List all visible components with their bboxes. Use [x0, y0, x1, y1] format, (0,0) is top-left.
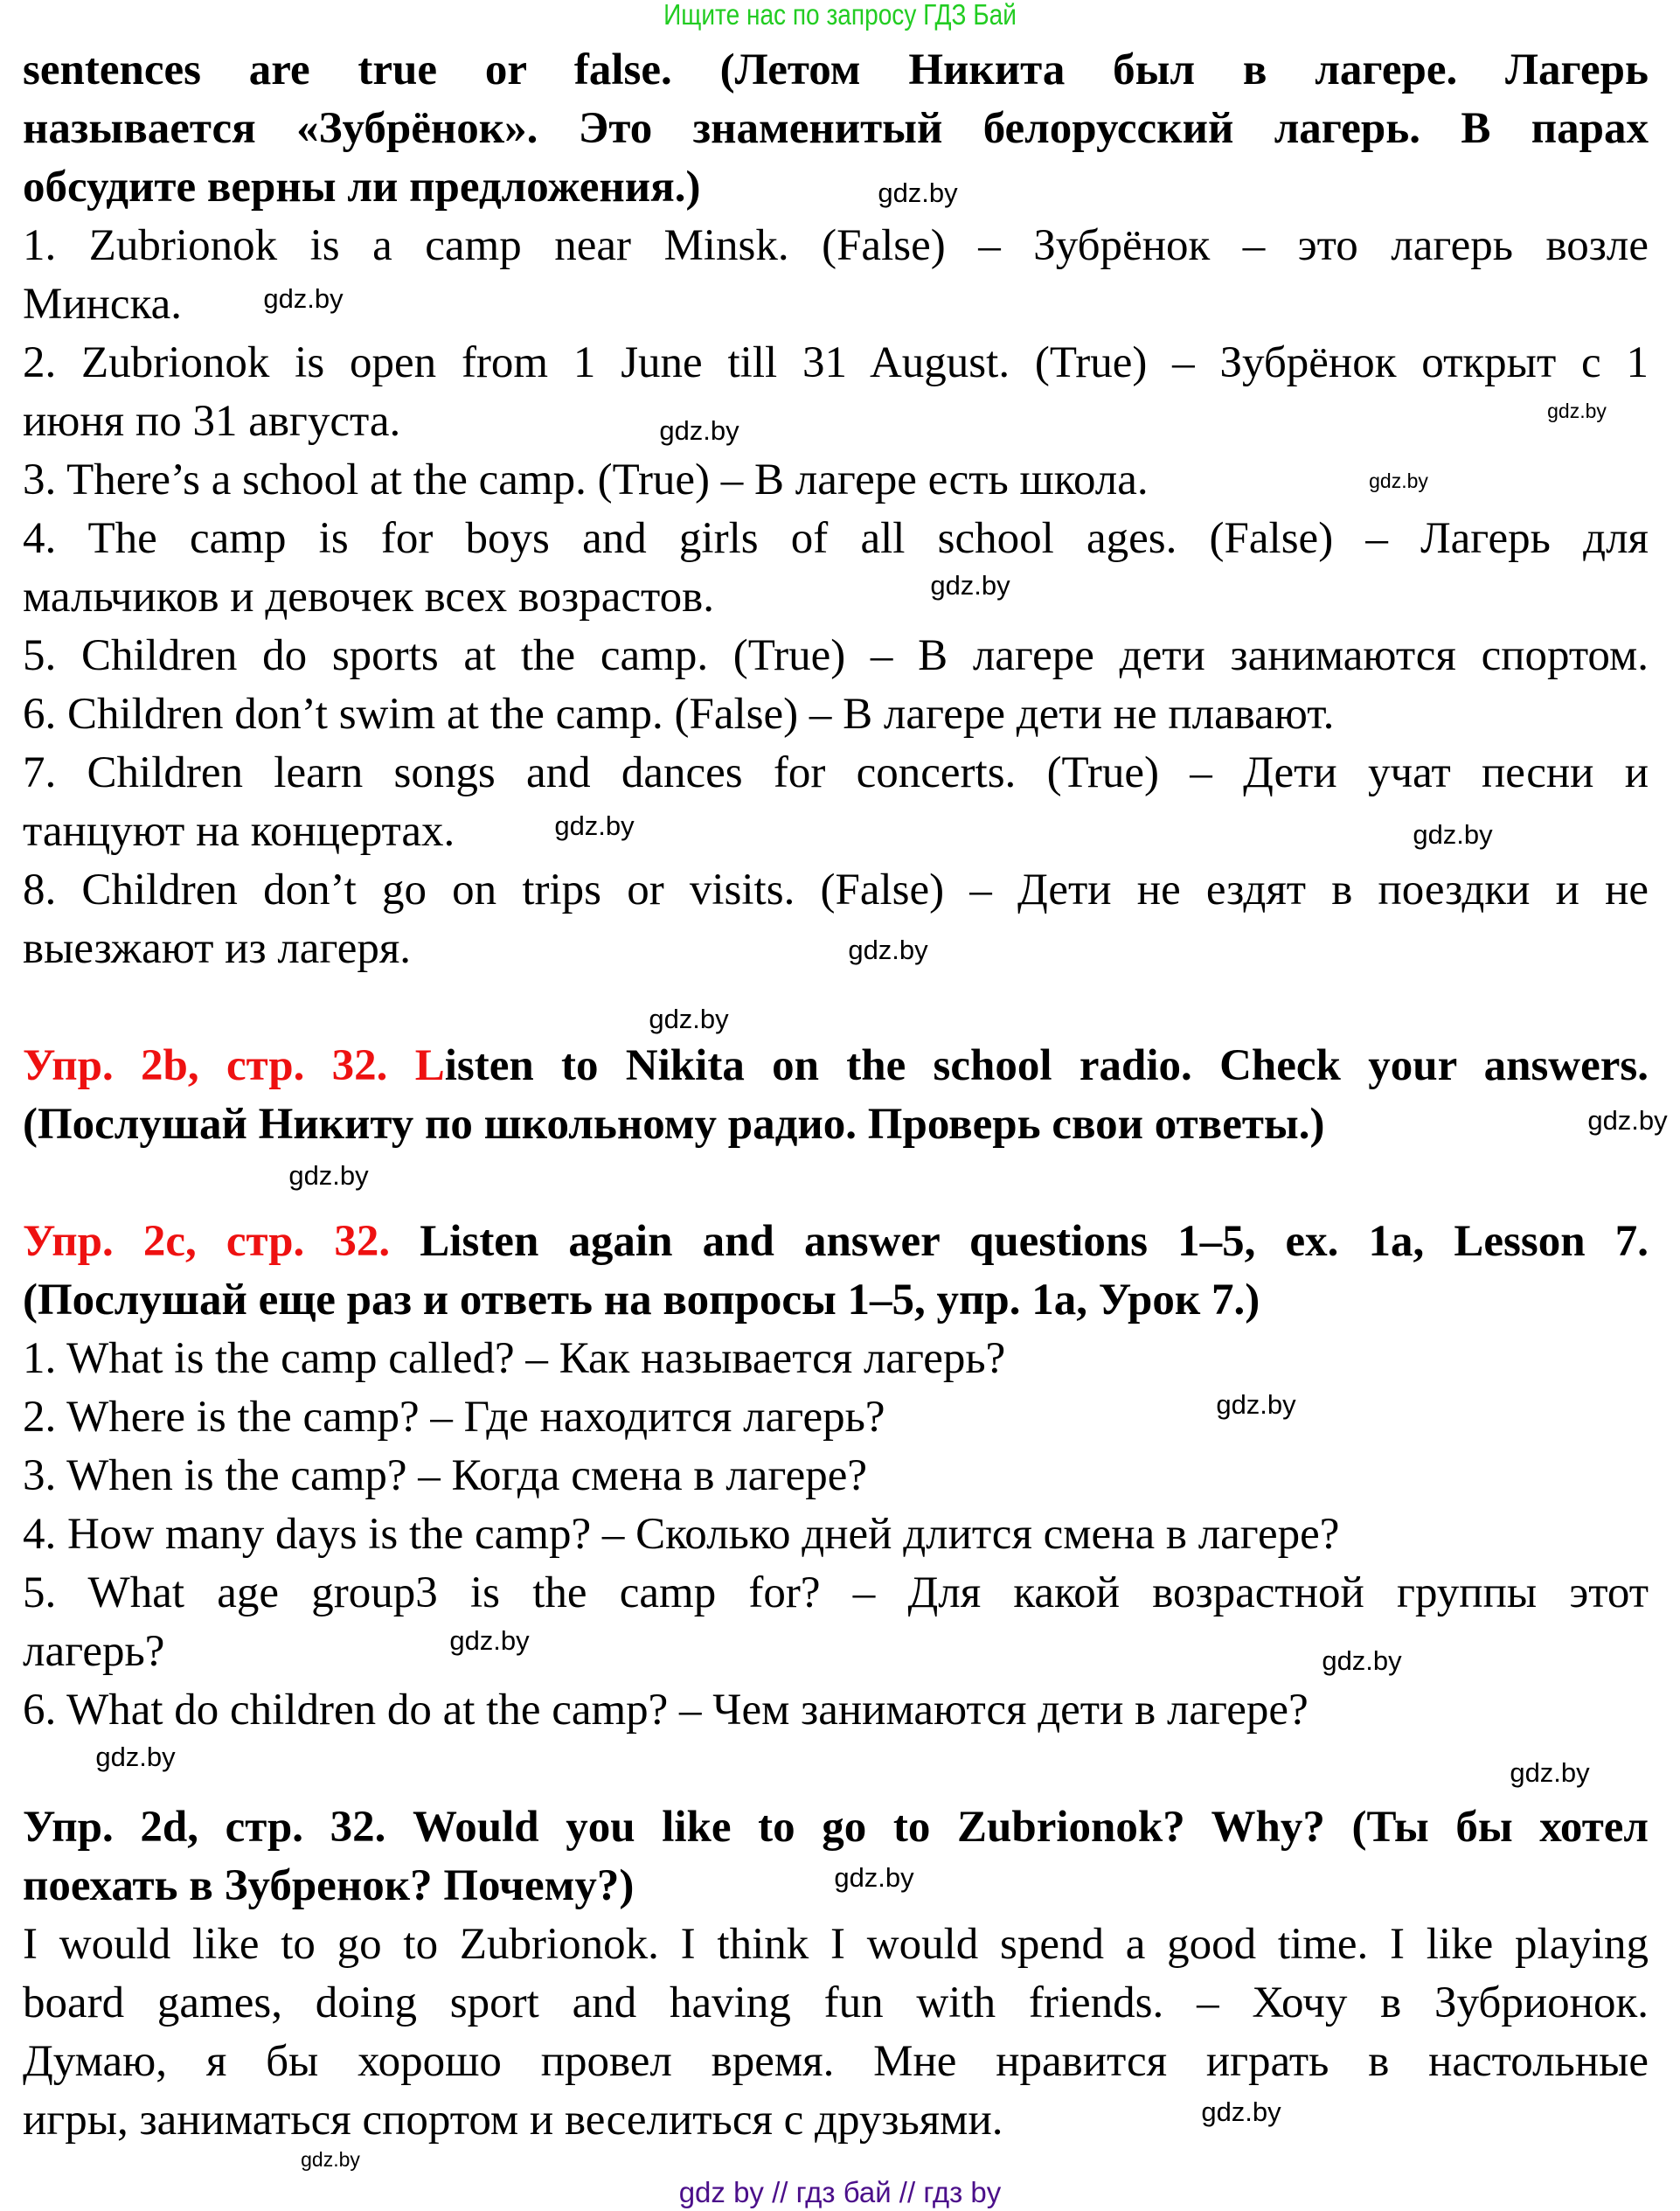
- line-content: [23, 1916, 1649, 1974]
- line-content: [23, 2091, 1003, 2150]
- line-content: [23, 334, 1649, 393]
- line-content: [23, 100, 1649, 158]
- text-line: [23, 1154, 1649, 1213]
- line-content: [23, 1213, 1649, 1271]
- text-line: [23, 1330, 1649, 1388]
- text-line: [23, 1681, 1649, 1740]
- text-line: [23, 861, 1649, 920]
- text-line: [23, 2033, 1649, 2091]
- watermark: gdz.by: [1201, 2096, 1281, 2127]
- text-line: [23, 685, 1649, 744]
- line-text: 4. How many days is the camp? – Сколько дней длится смена в лагере?: [23, 1510, 1340, 1559]
- line-content: [23, 1740, 34, 1798]
- text-line: [23, 393, 1649, 451]
- heading-line: [23, 41, 1649, 100]
- line-content: [23, 1681, 1309, 1740]
- line-text: 5. What age group3 is the camp for? – Для какой возрастной группы этот: [23, 1568, 1649, 1617]
- line-text: обсудите верны ли предложения.): [23, 163, 701, 212]
- line-content: [23, 978, 34, 1037]
- line-content: [23, 393, 400, 451]
- line-text: 2. Zubrionok is open from 1 June till 31 August. (True) – Зубрёнок открыт с 1: [23, 338, 1649, 387]
- exercise-label: Упр. 2b, стр. 32. L: [23, 1041, 445, 1090]
- line-text: июня по 31 августа.: [23, 397, 401, 446]
- watermark: gdz.by: [1216, 1389, 1296, 1420]
- line-content: [23, 158, 701, 217]
- line-content: [23, 1037, 1649, 1095]
- line-text: 7. Children learn songs and dances for concerts. (True) – Дети учат песни и: [23, 748, 1649, 797]
- line-content: [23, 510, 1649, 568]
- line-content: [23, 568, 714, 627]
- text-line: [23, 744, 1649, 803]
- heading-line: [23, 1095, 1649, 1154]
- line-content: [23, 1857, 634, 1916]
- line-content: [23, 627, 1649, 685]
- line-content: [23, 1388, 885, 1447]
- watermark: gdz.by: [301, 2148, 360, 2171]
- line-content: [23, 1623, 164, 1681]
- heading-line: [23, 158, 1649, 217]
- line-text: (Послушай Никиту по школьному радио. Проверь свои ответы.): [23, 1100, 1325, 1149]
- line-content: [23, 1505, 1339, 1564]
- line-text: 4. The camp is for boys and girls of all school ages. (False) – Лагерь для: [23, 514, 1649, 563]
- watermark: gdz.by: [1510, 1757, 1590, 1788]
- heading-line: [23, 100, 1649, 158]
- text-line: [23, 1974, 1649, 2033]
- watermark: gdz.by: [288, 1160, 369, 1191]
- text-line: [23, 1623, 1649, 1681]
- text-line: [23, 2091, 1649, 2150]
- line-content: [23, 275, 182, 334]
- text-line: [23, 627, 1649, 685]
- line-content: [23, 1798, 1649, 1857]
- line-content: [23, 1974, 1649, 2033]
- heading-line: [23, 1037, 1649, 1095]
- line-text: isten to Nikita on the school radio. Check your answers.: [444, 1041, 1649, 1090]
- text-line: [23, 217, 1649, 275]
- line-text: Думаю, я бы хорошо провел время. Мне нравится играть в настольные: [23, 2037, 1649, 2086]
- line-text: 1. What is the camp called? – Как называется лагерь?: [23, 1334, 1006, 1383]
- line-text: игры, заниматься спортом и веселиться с друзьями.: [23, 2096, 1003, 2145]
- line-content: [23, 41, 1649, 100]
- line-text: Упр. 2d, стр. 32. Would you like to go to Zubrionok? Why? (Ты бы хотел: [23, 1803, 1649, 1852]
- line-text: board games, doing sport and having fun with friends. – Хочу в Зубрионок.: [23, 1978, 1649, 2027]
- line-content: [23, 1154, 34, 1213]
- line-text: Listen again and answer questions 1–5, ex. 1a, Lesson 7.: [390, 1217, 1649, 1266]
- watermark: gdz.by: [95, 1742, 176, 1772]
- line-text: 6. What do children do at the camp? – Чем занимаются дети в лагере?: [23, 1686, 1309, 1735]
- heading-line: [23, 1271, 1649, 1330]
- text-line: [23, 1740, 1649, 1798]
- line-content: [23, 217, 1649, 275]
- site-header-banner: Ищите нас по запросу ГДЗ Бай: [663, 0, 1017, 31]
- text-line: [23, 1505, 1649, 1564]
- line-text: 3. When is the camp? – Когда смена в лагере?: [23, 1451, 867, 1500]
- text-line: [23, 1388, 1649, 1447]
- line-text: мальчиков и девочек всех возрастов.: [23, 573, 714, 622]
- text-line: [23, 1564, 1649, 1623]
- text-line: [23, 978, 1649, 1037]
- line-text: выезжают из лагеря.: [23, 924, 412, 973]
- line-text: sentences are true or false. (Летом Никита был в лагере. Лагерь: [23, 45, 1649, 94]
- watermark: gdz.by: [1322, 1645, 1402, 1676]
- watermark: gdz.by: [834, 1862, 914, 1893]
- line-content: [23, 1564, 1649, 1623]
- text-line: [23, 803, 1649, 861]
- line-text: Минска.: [23, 280, 182, 329]
- text-line: [23, 1447, 1649, 1505]
- watermark: gdz.by: [930, 570, 1010, 601]
- line-content: [23, 2033, 1649, 2091]
- line-text: называется «Зубрёнок». Это знаменитый белорусский лагерь. В парах: [23, 104, 1649, 153]
- text-line: [23, 1916, 1649, 1974]
- watermark: gdz.by: [554, 810, 635, 841]
- line-content: [23, 744, 1649, 803]
- line-text: лагерь?: [23, 1627, 165, 1676]
- line-content: [23, 803, 455, 861]
- watermark: gdz.by: [1413, 819, 1493, 850]
- line-content: [23, 1330, 1005, 1388]
- line-content: [23, 920, 411, 978]
- line-text: 1. Zubrionok is a camp near Minsk. (False) – Зубрёнок – это лагерь возле: [23, 221, 1649, 270]
- text-line: [23, 568, 1649, 627]
- line-text: 2. Where is the camp? – Где находится лагерь?: [23, 1393, 885, 1442]
- watermark: gdz.by: [649, 1004, 729, 1034]
- line-content: [23, 861, 1649, 920]
- line-content: [23, 1095, 1324, 1154]
- line-content: [23, 685, 1334, 744]
- line-content: [23, 1447, 867, 1505]
- watermark: gdz.by: [848, 935, 928, 965]
- watermark: gdz.by: [1369, 469, 1428, 492]
- line-text: (Послушай еще раз и ответь на вопросы 1–5, упр. 1a, Урок 7.): [23, 1276, 1260, 1325]
- line-text: 5. Children do sports at the camp. (True) – В лагере дети занимаются спортом.: [23, 631, 1649, 680]
- watermark: gdz.by: [1587, 1105, 1668, 1136]
- line-text: 8. Children don’t go on trips or visits. (False) – Дети не ездят в поездки и не: [23, 866, 1649, 914]
- heading-line: [23, 1213, 1649, 1271]
- line-text: танцуют на концертах.: [23, 807, 455, 856]
- line-text: I would like to go to Zubrionok. I think I would spend a good time. I like playing: [23, 1920, 1649, 1969]
- line-text: [23, 983, 34, 1032]
- text-line: [23, 510, 1649, 568]
- exercise-label: Упр. 2c, стр. 32.: [23, 1217, 391, 1266]
- document-body: [23, 41, 1649, 2150]
- watermark: gdz.by: [449, 1625, 530, 1656]
- line-content: [23, 1271, 1260, 1330]
- line-text: [23, 1158, 34, 1207]
- line-content: [23, 451, 1149, 510]
- heading-line: [23, 1798, 1649, 1857]
- line-text: [23, 1744, 34, 1793]
- line-text: 3. There’s a school at the camp. (True) – В лагере есть школа.: [23, 455, 1149, 504]
- watermark: gdz.by: [659, 415, 739, 446]
- watermark: gdz.by: [878, 177, 958, 208]
- site-footer-links: gdz by // гдз бай // гдз by: [678, 2176, 1002, 2208]
- watermark: gdz.by: [1547, 400, 1607, 422]
- watermark: gdz.by: [263, 283, 344, 314]
- text-line: [23, 920, 1649, 978]
- line-text: поехать в Зубренок? Почему?): [23, 1861, 635, 1910]
- line-text: 6. Children don’t swim at the camp. (False) – В лагере дети не плавают.: [23, 690, 1335, 739]
- text-line: [23, 334, 1649, 393]
